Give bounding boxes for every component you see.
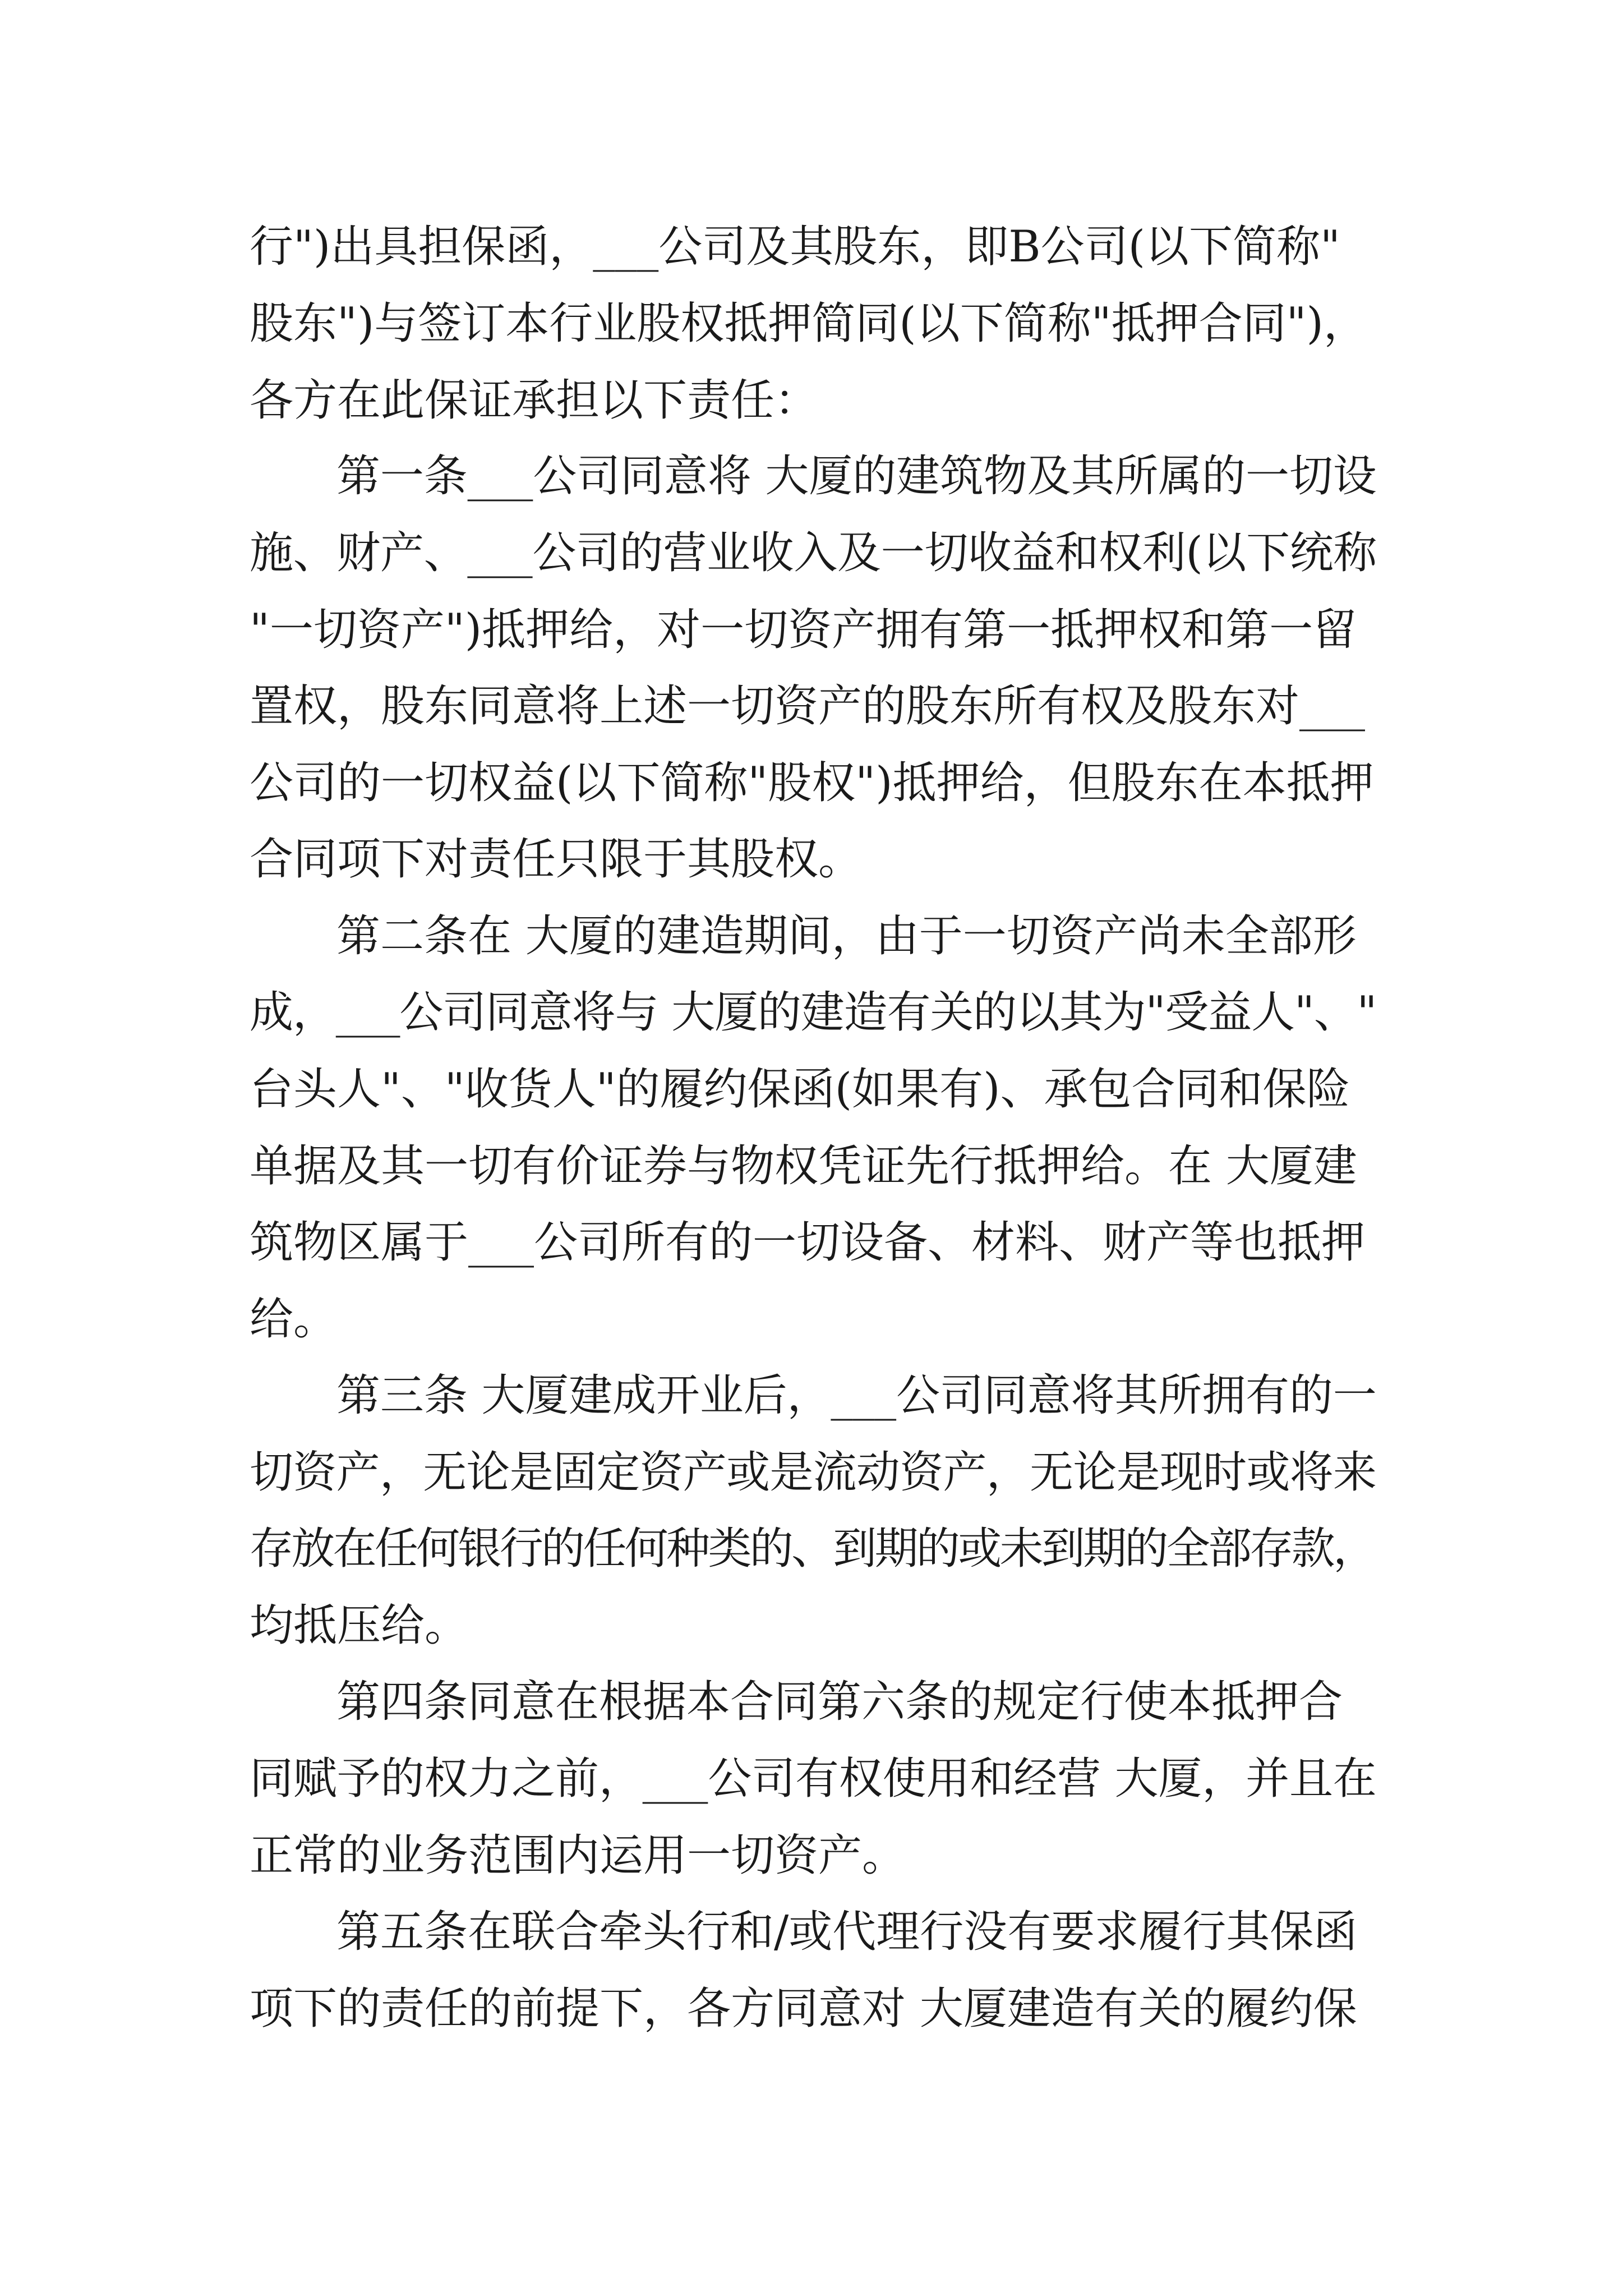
text-line: 施、财产、___公司的营业收入及一切收益和权利(以下统称 — [250, 528, 1377, 578]
text-line: 行")出具担保函，___公司及其股东，即B公司(以下简称" — [250, 222, 1340, 272]
text-line: 第五条在联合牵头行和/或代理行没有要求履行其保函 — [336, 1907, 1358, 1957]
text-line: 第一条___公司同意将 大厦的建筑物及其所属的一切设 — [336, 451, 1377, 501]
text-line: 公司的一切权益(以下简称"股权")抵押给，但股东在本抵押 — [250, 758, 1374, 808]
text-line: 存放在任何银行的任何种类的、到期的或未到期的全部存款， — [250, 1524, 1375, 1574]
text-line: 均抵压给。 — [250, 1600, 469, 1651]
text-line: 给。 — [250, 1294, 338, 1345]
text-line: 台头人"、"收货人"的履约保函(如果有)、承包合同和保险 — [250, 1064, 1350, 1115]
text-line: 同赋予的权力之前，___公司有权使用和经营 大厦，并且在 — [250, 1754, 1377, 1804]
text-line: 股东")与签订本行业股权抵押简同(以下简称"抵押合同")， — [250, 298, 1367, 349]
text-line: 切资产，无论是固定资产或是流动资产，无论是现时或将来 — [250, 1447, 1377, 1498]
text-line: 各方在此保证承担以下责任： — [250, 375, 819, 426]
text-line: 置权，股东同意将上述一切资产的股东所有权及股东对___ — [250, 681, 1366, 731]
text-line: 正常的业务范围内运用一切资产。 — [250, 1830, 906, 1881]
text-line: 项下的责任的前提下，各方同意对 大厦建造有关的履约保 — [250, 1984, 1357, 2034]
text-line: 第二条在 大厦的建造期间，由于一切资产尚未全部形 — [336, 911, 1357, 961]
text-line: 筑物区属于___公司所有的一切设备、材料、财产等也抵押 — [250, 1217, 1366, 1268]
text-line: 第四条同意在根据本合同第六条的规定行使本抵押合 — [336, 1677, 1343, 1727]
text-line: "一切资产")抵押给，对一切资产拥有第一抵押权和第一留 — [250, 605, 1357, 655]
text-line: 合同项下对责任只限于其股权。 — [250, 834, 863, 885]
text-line: 第三条 大厦建成开业后，___公司同意将其所拥有的一 — [336, 1370, 1377, 1421]
text-line: 成，___公司同意将与 大厦的建造有关的以其为"受益人"、" — [250, 987, 1377, 1038]
text-line: 单据及其一切有价证券与物权凭证先行抵押给。在 大厦建 — [250, 1141, 1357, 1191]
